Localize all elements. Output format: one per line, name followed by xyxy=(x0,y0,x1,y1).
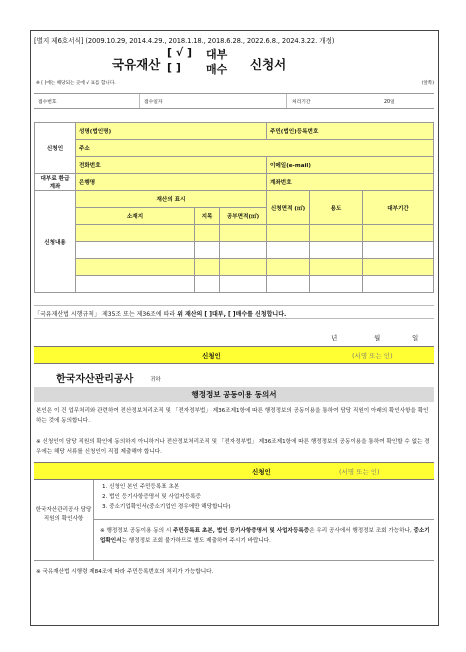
phone-field[interactable]: 전화번호 xyxy=(76,157,267,174)
check-instruction: ※ [ ]에는 해당되는 곳에 √ 표를 합니다. xyxy=(36,81,116,86)
form-reference: [별지 제6호서식] (2009.10.29, 2014.4.29., 2018.1.18., 2018.6.28., 2022.6.8., 2024.3.22. 개정) xyxy=(34,37,335,45)
request-category: 신청내용 xyxy=(35,191,76,293)
verification-items xyxy=(94,480,434,520)
table-cell[interactable] xyxy=(363,276,434,293)
consent-paragraph: 본인은 이 건 업무처리와 관련하여 전산정보처리조직 및 「전자정부법」 제36조제1항에 따른 행정정보의 공동이용을 통하여 담당 직원이 아래의 확인사항을 확인하는 것에 동의합니다. xyxy=(36,408,429,424)
date-year-label[interactable]: 년 xyxy=(331,334,338,342)
table-cell[interactable] xyxy=(310,276,363,293)
table-cell[interactable] xyxy=(310,259,363,276)
title-prefix: 국유재산 xyxy=(112,57,161,72)
table-cell[interactable] xyxy=(220,225,267,242)
table-cell[interactable] xyxy=(267,225,310,242)
lease-checkbox[interactable]: [ √ ] xyxy=(167,46,193,59)
check-note-row xyxy=(36,80,434,86)
pledge-text: 「국유재산법 시행규칙」 제35조 또는 제36조에 따라 xyxy=(34,311,176,318)
email-field[interactable]: 이메일(e-mail) xyxy=(267,157,434,174)
refund-category: 대부료 환급계좌 xyxy=(35,174,76,191)
reception-date-label: 접수일자 xyxy=(144,100,163,105)
table-cell[interactable] xyxy=(220,259,267,276)
table-cell[interactable] xyxy=(363,259,434,276)
applicant-category: 신청인 xyxy=(35,123,76,174)
account-number-field[interactable]: 계좌번호 xyxy=(267,174,434,191)
table-cell[interactable] xyxy=(363,225,434,242)
note-bold-text: 주민등록표 초본, 법인 등기사항증명서 및 사업자등록증 xyxy=(173,528,310,534)
col-use: 용도 xyxy=(310,191,363,225)
admin-consent-title: 행정정보 공동이용 동의서 xyxy=(34,387,434,402)
applicant-sign-label: 신청인 xyxy=(202,352,221,360)
table-cell[interactable] xyxy=(195,225,220,242)
col-location: 소재지 xyxy=(76,208,195,225)
table-cell[interactable] xyxy=(363,242,434,259)
reception-row xyxy=(34,93,434,109)
table-cell[interactable] xyxy=(220,242,267,259)
id-number-field[interactable]: 주민(법인)등록번호 xyxy=(267,123,434,140)
divider xyxy=(286,94,287,108)
consent-signature-field[interactable]: (서명 또는 인) xyxy=(339,468,380,476)
consent-notice: ※ 신청인이 담당 직원의 확인에 동의하지 아니하거나 전산정보처리조직 및 「전자정부법」 제36조제1항에 따른 행정정보의 공동이용을 통하여 확인할 수 없는 경우에는 해당 서류를 신청인이 직접 제출해야 합니다. xyxy=(36,439,430,455)
consent-sign-label: 신청인 xyxy=(252,468,271,476)
property-row xyxy=(35,225,434,242)
purchase-option-label: 매수 xyxy=(206,63,228,76)
verification-note xyxy=(94,520,434,560)
pledge-statement xyxy=(34,305,434,319)
table-cell[interactable] xyxy=(267,276,310,293)
title-suffix: 신청서 xyxy=(250,57,287,72)
bank-name-field[interactable]: 은행명 xyxy=(76,174,267,191)
col-area-public: 공부면적(㎡) xyxy=(220,208,267,225)
table-cell[interactable] xyxy=(220,276,267,293)
table-cell[interactable] xyxy=(76,259,195,276)
processing-period-label: 처리기간 xyxy=(292,100,311,105)
note-text: 은 우리 공사에서 행정정보 조회 가능하나, xyxy=(309,528,412,534)
col-area-request: 신청면적 (㎡) xyxy=(267,191,310,225)
property-header-group: 재산의 표시 xyxy=(76,191,267,208)
applicant-sign-bar xyxy=(34,346,434,364)
table-cell[interactable] xyxy=(267,259,310,276)
table-cell[interactable] xyxy=(310,225,363,242)
pledge-bold-text: 위 재산의 [ ]대부, [ ]매수를 신청합니다. xyxy=(177,311,287,318)
footer-note: ※ 국유재산법 시행령 제84조에 따라 주민등록번호의 처리가 가능합니다. xyxy=(36,569,214,575)
property-row xyxy=(35,259,434,276)
verification-table xyxy=(34,480,434,561)
table-cell[interactable] xyxy=(76,276,195,293)
verification-left-label: 한국자산관리공사 담당 직원의 확인사항 xyxy=(34,480,94,560)
date-month-label[interactable]: 월 xyxy=(374,334,381,342)
table-cell[interactable] xyxy=(195,276,220,293)
consent-sign-bar xyxy=(34,462,434,480)
note-text: ※ 행정정보 공동이용 동의 시 xyxy=(100,528,172,534)
recipient-org: 한국자산관리공사 xyxy=(56,374,134,385)
lease-option-label: 대부 xyxy=(206,48,228,61)
table-cell[interactable] xyxy=(76,225,195,242)
note-text: 는 행정정보 조회 불가하므로 별도 제출하여 주시기 바랍니다. xyxy=(121,538,271,544)
processing-period-value: 20일 xyxy=(384,100,395,105)
col-jimok: 지목 xyxy=(195,208,220,225)
signature-field[interactable]: (서명 또는 인) xyxy=(352,352,393,360)
table-cell[interactable] xyxy=(76,242,195,259)
table-cell[interactable] xyxy=(195,242,220,259)
table-cell[interactable] xyxy=(195,259,220,276)
name-field[interactable]: 성명(법인명) xyxy=(76,123,267,140)
address-field[interactable]: 주소 xyxy=(76,140,434,157)
table-cell[interactable] xyxy=(310,242,363,259)
divider xyxy=(139,94,140,108)
table-cell[interactable] xyxy=(267,242,310,259)
note-bold-text: 중소기업확인서 xyxy=(100,528,430,544)
page-side-label: (앞쪽) xyxy=(421,81,434,86)
property-row xyxy=(35,276,434,293)
recipient-honorific: 귀하 xyxy=(150,377,161,383)
verification-item: 3. 중소기업확인서(중소기업인 경우에만 해당합니다) xyxy=(102,504,231,510)
verification-item: 1. 신청인 본인 주민등록표 초본 xyxy=(102,484,180,490)
date-day-label[interactable]: 일 xyxy=(412,334,419,342)
reception-number-label: 접수번호 xyxy=(38,100,57,105)
application-table xyxy=(34,122,434,293)
verification-item: 2. 법인 등기사항증명서 및 사업자등록증 xyxy=(102,494,201,500)
purchase-checkbox[interactable]: [ ] xyxy=(167,61,181,74)
col-period: 대부기간 xyxy=(363,191,434,225)
property-row xyxy=(35,242,434,259)
form-title xyxy=(112,46,372,76)
